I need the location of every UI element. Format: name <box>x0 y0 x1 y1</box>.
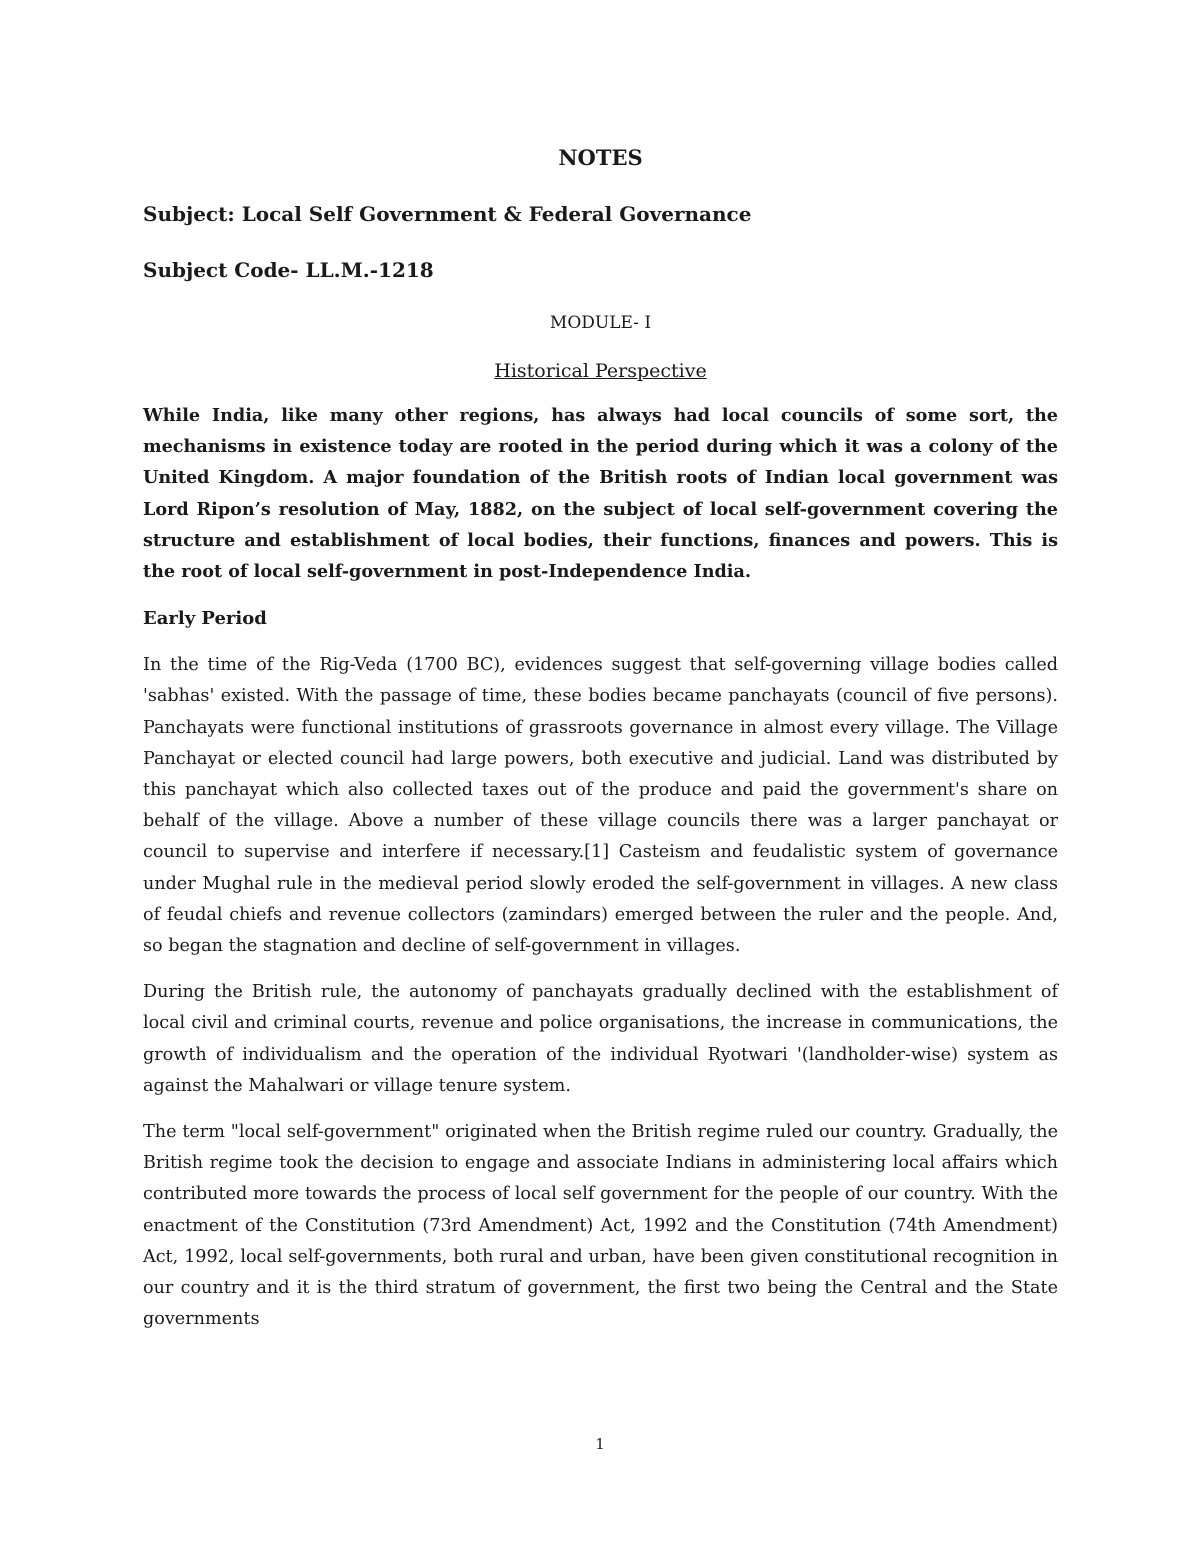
intro-paragraph: While India, like many other regions, has always had local councils of some sort, the mechanisms in existence today are rooted in the period during which it was a colony of the United Kingdom. A major foundation of the British roots of Indian local government was Lord Ripon’s resolution of May, 1882, on the subject of local self-government covering the structure and establishment of local bodies, their functions, finances and powers. This is the root of local self-government in post-Independence India. <box>143 405 1058 583</box>
subject-line: Subject: Local Self Government & Federal Governance <box>143 202 752 226</box>
body-paragraph: During the British rule, the autonomy of panchayats gradually declined with the establishment of local civil and criminal courts, revenue and police organisations, the increase in communications, the growth of individualism and the operation of the individual Ryotwari '(landholder-wise) system as against the Mahalwari or village tenure system. <box>143 982 1058 1096</box>
notes-title: NOTES <box>558 145 643 170</box>
body-paragraph: In the time of the Rig-Veda (1700 BC), evidences suggest that self-governing village bodies called 'sabhas' existed. With the passage of time, these bodies became panchayats (council of five persons). Panchayats were functional institutions of grassroots governance in almost every village. The Village Panchayat or elected council had large powers, both executive and judicial. Land was distributed by this panchayat which also collected taxes out of the produce and paid the government's share on behalf of the village. Above a number of these village councils there was a larger panchayat or council to supervise and interfere if necessary.[1] Casteism and feudalistic system of governance under Mughal rule in the medieval period slowly eroded the self-government in villages. A new class of feudal chiefs and revenue collectors (zamindars) emerged between the ruler and the people. And, so began the stagnation and decline of self-government in villages. <box>143 655 1058 957</box>
body-paragraph: The term "local self-government" originated when the British regime ruled our country. Gradually, the British regime took the decision to engage and associate Indians in administering local affairs which contributed more towards the process of local self government for the people of our country. With the enactment of the Constitution (73rd Amendment) Act, 1992 and the Constitution (74th Amendment) Act, 1992, local self-governments, both rural and urban, have been given constitutional recognition in our country and it is the third stratum of government, the first two being the Central and the State governments <box>143 1122 1058 1330</box>
module-heading: MODULE- I <box>549 313 652 333</box>
section-heading: Historical Perspective <box>494 360 707 382</box>
early-period-heading: Early Period <box>143 608 267 630</box>
page-number: 1 <box>595 1435 605 1453</box>
page-content <box>143 140 1058 1350</box>
subject-code-line: Subject Code- LL.M.-1218 <box>143 258 434 282</box>
